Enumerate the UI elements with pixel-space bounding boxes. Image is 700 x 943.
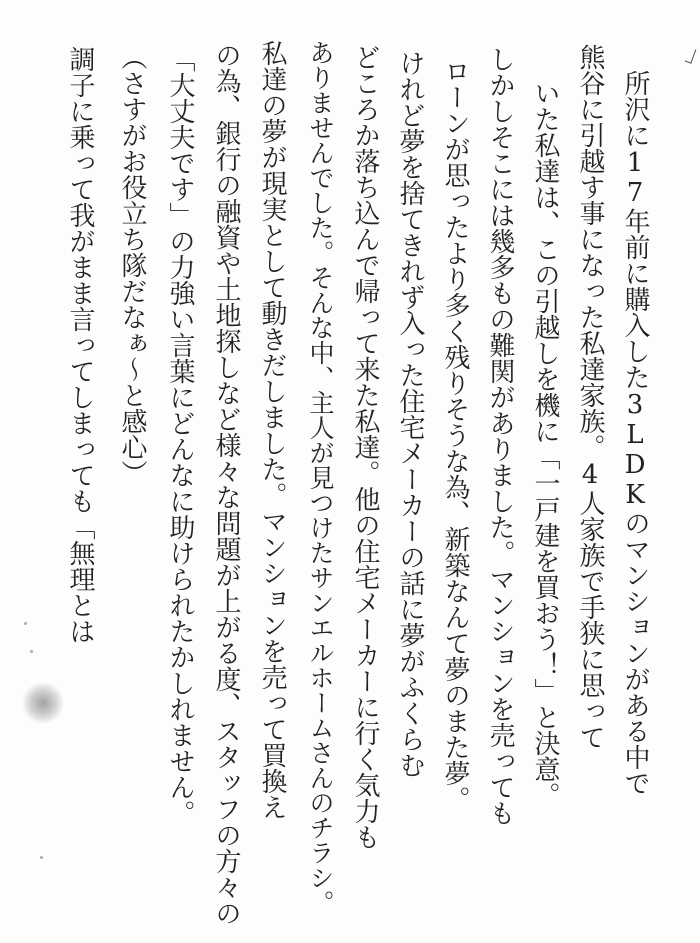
letter-line-2: 熊谷に引越す事になった私達家族。4人家族で手狭に思って — [575, 44, 605, 750]
letter-line-12: （さすがお役立ち隊だなぁ〜と感心） — [117, 44, 147, 486]
speck — [30, 650, 33, 653]
letter-line-10: の為、銀行の融資や土地探しなど様々な問題が上がる度、スタッフの方々の — [211, 42, 241, 926]
letter-line-1: 所沢に17年前に購入した3LDKのマンションがある中で — [620, 70, 650, 796]
letter-line-9: 私達の夢が現実として動きだしました。マンションを売って買換え — [257, 40, 287, 820]
ink-smudge — [22, 682, 64, 724]
speck — [24, 622, 27, 625]
letter-line-11: 「大丈夫です」の力強い言葉にどんなに助けられたかしれません。 — [165, 46, 195, 826]
letter-line-8: ありませんでした。そんな中、主人が見つけたサンエルホームさんのチラシ。 — [306, 40, 335, 915]
speck — [40, 856, 43, 859]
letter-line-5: ローンが思ったより多く残りそうな為、新築なんて夢のまた夢。 — [440, 58, 470, 812]
letter-line-6: けれど夢を捨てきれず入った住宅メーカーの話に夢がふくらむ — [395, 50, 425, 778]
letter-line-3: いた私達は、この引越しを機に「一戸建を買おう！」と決意。 — [530, 80, 560, 808]
letter-line-13: 調子に乗って我がまま言ってしまっても「無理とは — [65, 46, 95, 644]
letter-line-4: しかしそこには幾多もの難関がありました。マンションを売っても — [485, 46, 515, 826]
edge-mark — [685, 47, 697, 63]
letter-line-7: どころか落ち込んで帰って来た私達。他の住宅メーカーに行く気力も — [350, 44, 380, 850]
